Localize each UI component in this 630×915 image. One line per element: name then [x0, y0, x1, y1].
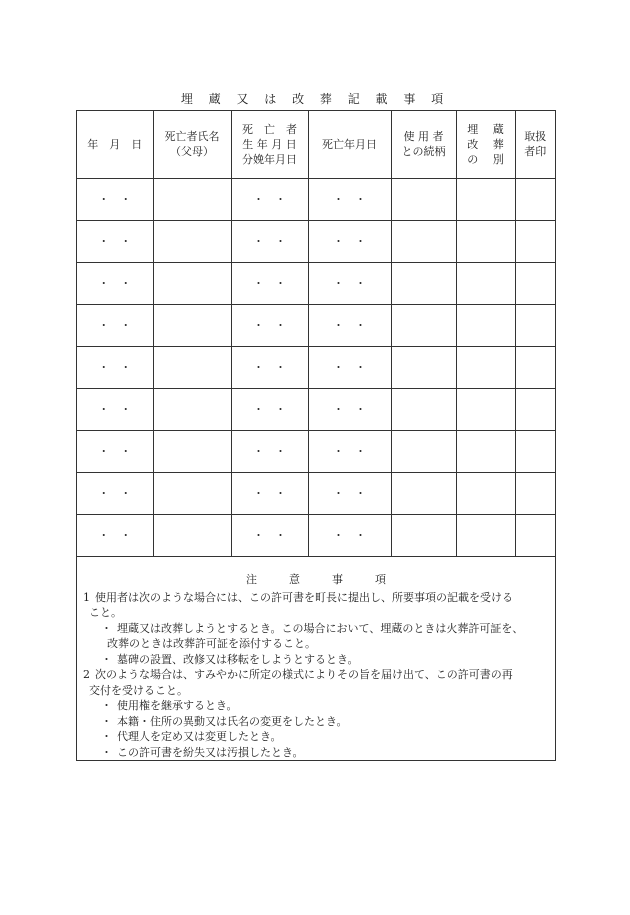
- cell-death-date[interactable]: [308, 430, 391, 472]
- cell-handler-seal[interactable]: [515, 220, 555, 262]
- cell-date[interactable]: [77, 430, 153, 472]
- cell-death-date[interactable]: [308, 346, 391, 388]
- notes-title: 注 意 事 項: [246, 573, 386, 586]
- sub-note-text: 埋蔵又は改葬しようとするとき。この場合において、埋蔵のときは火葬許可証を、: [117, 621, 524, 635]
- table-row: [77, 178, 555, 220]
- note-text: 使用者は次のような場合には、この許可書を町長に提出し、所要事項の記載を受ける: [95, 590, 513, 604]
- cell-handler-seal[interactable]: [515, 514, 555, 556]
- cell-relationship[interactable]: [391, 262, 456, 304]
- header-line: 死 亡 者: [242, 122, 297, 136]
- cell-deceased-name[interactable]: [153, 178, 231, 220]
- header-line: 埋 蔵: [467, 122, 504, 136]
- date-separator-dots: ・ ・: [98, 192, 132, 206]
- date-separator-dots: ・ ・: [333, 276, 366, 290]
- cell-deceased-name[interactable]: [153, 304, 231, 346]
- table-row: [77, 220, 555, 262]
- table-row: [77, 346, 555, 388]
- cell-burial-type[interactable]: [456, 346, 515, 388]
- date-separator-dots: ・ ・: [253, 192, 286, 206]
- header-line: 死亡年月日: [322, 137, 377, 151]
- table-row: [77, 262, 555, 304]
- cell-handler-seal[interactable]: [515, 388, 555, 430]
- bullet: ・: [101, 714, 112, 728]
- date-separator-dots: ・ ・: [333, 234, 366, 248]
- date-separator-dots: ・ ・: [253, 234, 286, 248]
- note-number: 1: [83, 590, 90, 604]
- cell-handler-seal[interactable]: [515, 472, 555, 514]
- sub-note-text: 本籍・住所の異動又は氏名の変更をしたとき。: [117, 714, 348, 728]
- header-death-date: [308, 111, 391, 178]
- date-separator-dots: ・ ・: [333, 528, 366, 542]
- notes-section: [77, 562, 555, 760]
- header-line: 年 月 日: [87, 137, 143, 151]
- date-separator-dots: ・ ・: [98, 486, 132, 500]
- header-date: [77, 111, 153, 178]
- date-separator-dots: ・ ・: [333, 486, 366, 500]
- cell-date[interactable]: [77, 220, 153, 262]
- cell-date[interactable]: [77, 262, 153, 304]
- bullet: ・: [101, 745, 112, 759]
- date-separator-dots: ・ ・: [98, 318, 132, 332]
- cell-date[interactable]: [77, 514, 153, 556]
- sub-note-text: 代理人を定め又は変更したとき。: [117, 730, 282, 743]
- cell-birth-date[interactable]: [231, 178, 308, 220]
- sub-note-text: 墓碑の設置、改修又は移転をしようとするとき。: [117, 652, 359, 666]
- note-text: 次のような場合は、すみやかに所定の様式によりその旨を届け出て、この許可書の再: [95, 668, 513, 681]
- cell-death-date[interactable]: [308, 262, 391, 304]
- note-text-cont: 交付を受けること。: [89, 683, 188, 697]
- cell-burial-type[interactable]: [456, 388, 515, 430]
- cell-date[interactable]: [77, 346, 153, 388]
- cell-date[interactable]: [77, 472, 153, 514]
- date-separator-dots: ・ ・: [98, 234, 132, 248]
- cell-deceased-name[interactable]: [153, 220, 231, 262]
- cell-deceased-name[interactable]: [153, 346, 231, 388]
- cell-relationship[interactable]: [391, 178, 456, 220]
- bullet: ・: [101, 621, 112, 635]
- cell-burial-type[interactable]: [456, 178, 515, 220]
- date-separator-dots: ・ ・: [98, 444, 132, 458]
- cell-handler-seal[interactable]: [515, 262, 555, 304]
- header-line: 改 葬: [467, 137, 504, 151]
- table-row: [77, 388, 555, 430]
- date-separator-dots: ・ ・: [253, 528, 286, 542]
- sub-note-text: 使用権を継承するとき。: [117, 699, 238, 712]
- register-frame: [76, 110, 556, 761]
- header-line: 使 用 者: [403, 130, 444, 144]
- cell-birth-date[interactable]: [231, 220, 308, 262]
- header-line: 生 年 月 日: [242, 137, 297, 151]
- cell-death-date[interactable]: [308, 178, 391, 220]
- date-separator-dots: ・ ・: [253, 444, 286, 458]
- date-separator-dots: ・ ・: [333, 318, 366, 332]
- cell-death-date[interactable]: [308, 220, 391, 262]
- date-separator-dots: ・ ・: [98, 276, 132, 290]
- header-burial-type: [456, 111, 515, 178]
- cell-birth-date[interactable]: [231, 472, 308, 514]
- cell-handler-seal[interactable]: [515, 430, 555, 472]
- cell-death-date[interactable]: [308, 514, 391, 556]
- cell-deceased-name[interactable]: [153, 514, 231, 556]
- cell-burial-type[interactable]: [456, 430, 515, 472]
- note-item-2: [77, 667, 555, 760]
- bullet: ・: [101, 699, 112, 712]
- header-line: との続柄: [401, 145, 446, 159]
- cell-burial-type[interactable]: [456, 262, 515, 304]
- cell-relationship[interactable]: [391, 304, 456, 346]
- cell-birth-date[interactable]: [231, 514, 308, 556]
- date-separator-dots: ・ ・: [333, 192, 366, 206]
- bullet: ・: [101, 730, 112, 743]
- date-separator-dots: ・ ・: [253, 276, 286, 290]
- date-separator-dots: ・ ・: [253, 402, 286, 416]
- header-deceased-name: [153, 111, 231, 178]
- header-line: の 別: [467, 152, 504, 166]
- cell-relationship[interactable]: [391, 346, 456, 388]
- cell-burial-type[interactable]: [456, 220, 515, 262]
- cell-birth-date[interactable]: [231, 388, 308, 430]
- cell-deceased-name[interactable]: [153, 430, 231, 472]
- cell-burial-type[interactable]: [456, 472, 515, 514]
- cell-death-date[interactable]: [308, 472, 391, 514]
- bullet: ・: [101, 652, 112, 666]
- page-title: 埋 蔵 又 は 改 葬 記 載 事 項: [180, 92, 450, 106]
- cell-date[interactable]: [77, 304, 153, 346]
- date-separator-dots: ・ ・: [253, 486, 286, 500]
- table-row: [77, 514, 555, 556]
- date-separator-dots: ・ ・: [253, 360, 286, 374]
- table-row: [77, 304, 555, 346]
- cell-birth-date[interactable]: [231, 430, 308, 472]
- sub-note-cont: 改葬のときは改葬許可証を添付すること。: [107, 637, 316, 650]
- date-separator-dots: ・ ・: [98, 402, 132, 416]
- note-number: 2: [83, 668, 90, 681]
- header-line: 死亡者氏名: [164, 130, 220, 144]
- table-row: [77, 472, 555, 514]
- note-text-cont: こと。: [89, 606, 122, 619]
- header-deceased-birth: [231, 111, 308, 178]
- cell-handler-seal[interactable]: [515, 346, 555, 388]
- header-relationship: [391, 111, 456, 178]
- cell-deceased-name[interactable]: [153, 388, 231, 430]
- cell-relationship[interactable]: [391, 472, 456, 514]
- table-row: [77, 430, 555, 472]
- header-handler-seal: [515, 111, 555, 178]
- date-separator-dots: ・ ・: [98, 360, 132, 374]
- header-line: 分娩年月日: [242, 152, 297, 166]
- cell-relationship[interactable]: [391, 388, 456, 430]
- cell-burial-type[interactable]: [456, 304, 515, 346]
- date-separator-dots: ・ ・: [333, 360, 366, 374]
- header-line: 取扱: [524, 130, 547, 144]
- cell-handler-seal[interactable]: [515, 178, 555, 220]
- date-separator-dots: ・ ・: [333, 444, 366, 458]
- header-line: 者印: [524, 145, 547, 159]
- cell-deceased-name[interactable]: [153, 262, 231, 304]
- note-item-1: [77, 590, 555, 668]
- cell-birth-date[interactable]: [231, 262, 308, 304]
- cell-death-date[interactable]: [308, 304, 391, 346]
- date-separator-dots: ・ ・: [333, 402, 366, 416]
- cell-relationship[interactable]: [391, 220, 456, 262]
- cell-relationship[interactable]: [391, 514, 456, 556]
- cell-death-date[interactable]: [308, 388, 391, 430]
- table-header-row: [77, 111, 555, 178]
- date-separator-dots: ・ ・: [98, 528, 132, 542]
- cell-burial-type[interactable]: [456, 514, 515, 556]
- burial-record-table: [77, 111, 555, 557]
- cell-date[interactable]: [77, 178, 153, 220]
- cell-deceased-name[interactable]: [153, 472, 231, 514]
- cell-birth-date[interactable]: [231, 304, 308, 346]
- cell-handler-seal[interactable]: [515, 304, 555, 346]
- cell-date[interactable]: [77, 388, 153, 430]
- cell-birth-date[interactable]: [231, 346, 308, 388]
- sub-note-text: この許可書を紛失又は汚損したとき。: [117, 745, 304, 759]
- date-separator-dots: ・ ・: [253, 318, 286, 332]
- cell-relationship[interactable]: [391, 430, 456, 472]
- header-line: （父母）: [170, 145, 214, 159]
